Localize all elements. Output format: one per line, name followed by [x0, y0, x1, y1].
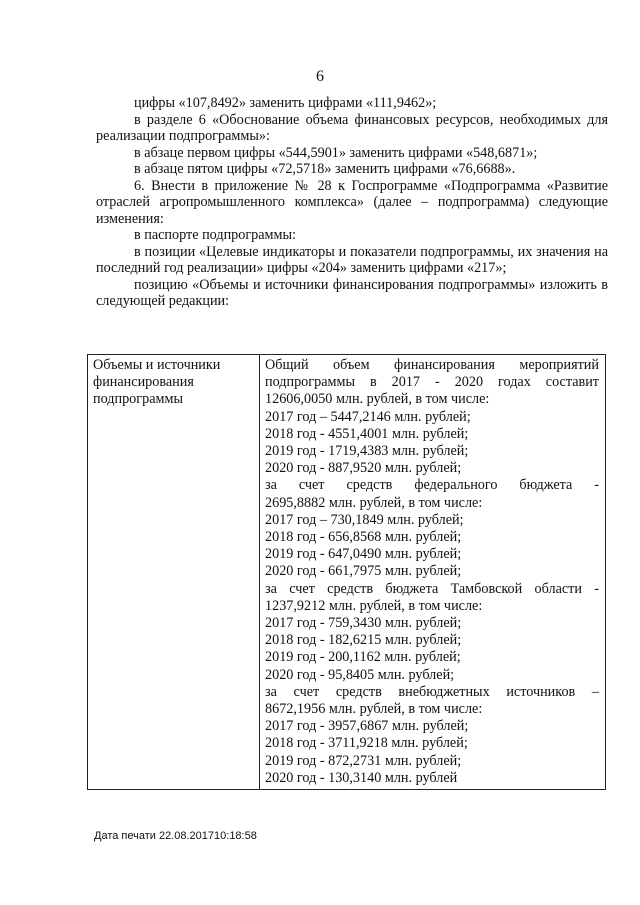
financing-line: Общий объем финансирования мероприятий: [265, 357, 599, 373]
financing-line: 2017 год – 5447,2146 млн. рублей;: [265, 408, 471, 425]
financing-line: 2019 год - 1719,4383 млн. рублей;: [265, 443, 469, 460]
financing-line: 2019 год - 647,0490 млн. рублей;: [265, 546, 462, 563]
paragraph: позицию «Объемы и источники финансирования подпрограммы» изложить в следующей редакции:: [96, 276, 608, 309]
page-number: 6: [316, 68, 324, 85]
financing-line: 2020 год - 661,7975 млн. рублей;: [265, 563, 462, 580]
financing-line: 2018 год - 656,8568 млн. рублей;: [265, 529, 462, 546]
financing-line: 2017 год – 730,1849 млн. рублей;: [265, 511, 464, 528]
paragraph: в абзаце первом цифры «544,5901» заменить цифрами «548,6871»;: [134, 144, 538, 161]
financing-line: 12606,0050 млн. рублей, в том числе:: [265, 391, 490, 408]
table-value-cell: [260, 355, 606, 790]
paragraph: в разделе 6 «Обоснование объема финансовых ресурсов, необходимых для реализации подпрограммы»:: [96, 111, 608, 144]
table-row: [88, 355, 606, 790]
financing-line: за счет средств внебюджетных источников –: [265, 683, 599, 700]
financing-line: 2018 год - 3711,9218 млн. рублей;: [265, 735, 468, 752]
financing-line: 8672,1956 млн. рублей, в том числе:: [265, 701, 483, 718]
financing-line: 2019 год - 200,1162 млн. рублей;: [265, 649, 461, 666]
paragraph: в абзаце пятом цифры «72,5718» заменить цифрами «76,6688».: [134, 161, 516, 177]
financing-line: 2017 год - 3957,6867 млн. рублей;: [265, 718, 469, 735]
body-text: [96, 95, 608, 310]
paragraph: в позиции «Целевые индикаторы и показатели подпрограммы, их значения на последний год реализации» цифры «204» заменить цифрами «217»;: [96, 243, 608, 276]
financing-line: 2018 год - 182,6215 млн. рублей;: [265, 632, 462, 649]
paragraph: 6. Внести в приложение № 28 к Госпрограмме «Подпрограмма «Развитие отраслей агропромышленного комплекса» (далее – подпрограмма) следующие изменения:: [96, 177, 608, 227]
financing-line: подпрограммы в 2017 - 2020 годах составит: [265, 374, 599, 391]
financing-line: за счет средств федерального бюджета -: [265, 477, 599, 494]
print-date: Дата печати 22.08.201710:18:58: [94, 830, 257, 842]
financing-line: 2020 год - 130,3140 млн. рублей: [265, 769, 458, 786]
table-label-cell: Объемы и источники финансирования подпрограммы: [88, 355, 260, 790]
financing-line: 2018 год - 4551,4001 млн. рублей;: [265, 425, 469, 442]
paragraph: в паспорте подпрограммы:: [134, 227, 296, 243]
financing-line: 2017 год - 759,3430 млн. рублей;: [265, 615, 462, 632]
financing-line: 2020 год - 887,9520 млн. рублей;: [265, 460, 462, 477]
paragraph: цифры «107,8492» заменить цифрами «111,9462»;: [134, 95, 437, 111]
financing-line: 1237,9212 млн. рублей, в том числе:: [265, 597, 483, 614]
financing-line: 2019 год - 872,2731 млн. рублей;: [265, 752, 462, 769]
financing-line: 2695,8882 млн. рублей, в том числе:: [265, 494, 483, 511]
financing-table: [87, 354, 606, 790]
financing-line: за счет средств бюджета Тамбовской области -: [265, 580, 599, 597]
financing-line: 2020 год - 95,8405 млн. рублей;: [265, 666, 455, 683]
